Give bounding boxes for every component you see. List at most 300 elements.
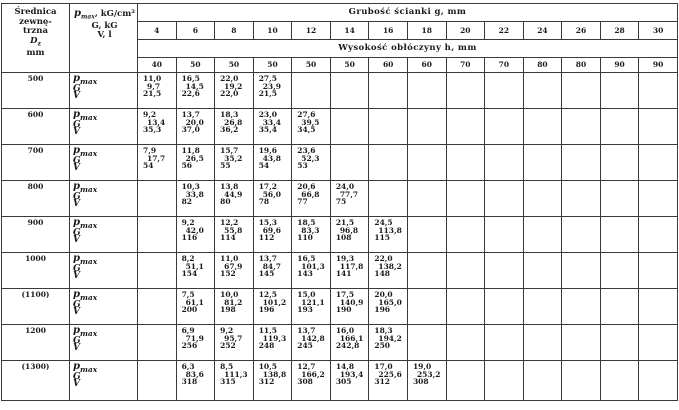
label-pmax: $p_{max}$ [73, 73, 98, 86]
volume-value: 308 [412, 377, 429, 387]
value-cell [292, 181, 331, 217]
head-height-value: 90 [639, 58, 678, 73]
volume-value: 141 [335, 269, 352, 279]
empty-cell [446, 253, 485, 289]
params-header-v: V, l [97, 29, 112, 40]
empty-cell [562, 181, 601, 217]
empty-cell [446, 181, 485, 217]
diameter-cell: 700 [2, 145, 70, 181]
pmax-value: 18,3 [374, 326, 393, 335]
weight-value: 17,7 [147, 153, 166, 163]
empty-cell [407, 325, 446, 361]
wall-thickness-value: 26 [562, 22, 601, 40]
value-cell [138, 73, 177, 109]
empty-cell [639, 253, 678, 289]
empty-cell [369, 181, 408, 217]
empty-cell [407, 253, 446, 289]
pmax-value: 22,0 [374, 254, 393, 263]
weight-value: 84,7 [262, 261, 281, 271]
label-v: V [73, 343, 80, 354]
volume-value: 312 [374, 377, 391, 387]
value-cell [215, 73, 254, 109]
pmax-value: 7,5 [181, 290, 195, 299]
empty-cell [523, 361, 562, 401]
value-cell [215, 217, 254, 253]
weight-value: 19,2 [224, 81, 243, 91]
value-cell [330, 181, 369, 217]
empty-cell [639, 73, 678, 109]
head-height-value: 70 [485, 58, 524, 73]
label-v: V [73, 199, 80, 210]
head-height-value: 50 [330, 58, 369, 73]
weight-value: 20,0 [185, 117, 204, 127]
label-g: G [73, 299, 81, 310]
empty-cell [639, 181, 678, 217]
volume-value: 252 [220, 341, 236, 351]
weight-value: 142,8 [301, 333, 325, 343]
value-cell [215, 289, 254, 325]
empty-cell [138, 361, 177, 401]
value-cell [369, 361, 408, 401]
weight-value: 138,8 [262, 369, 287, 379]
empty-cell [639, 109, 678, 145]
table-row [2, 145, 678, 181]
pmax-value: 20,6 [297, 182, 316, 191]
volume-value: 250 [374, 341, 391, 351]
volume-value: 56 [181, 161, 192, 171]
diameter-cell: 500 [2, 73, 70, 109]
volume-value: 80 [220, 197, 231, 207]
pmax-value: 15,7 [220, 146, 239, 155]
wall-thickness-value: 12 [292, 22, 331, 40]
value-cell [176, 73, 215, 109]
empty-cell [138, 217, 177, 253]
weight-value: 121,1 [301, 297, 325, 307]
value-cell [176, 181, 215, 217]
value-cell [176, 325, 215, 361]
pmax-value: 13,7 [297, 326, 316, 335]
volume-value: 318 [181, 377, 198, 387]
volume-value: 82 [181, 197, 192, 207]
value-cell [253, 181, 292, 217]
label-v: V [73, 271, 80, 282]
pmax-value: 12,5 [258, 290, 277, 299]
empty-cell [485, 361, 524, 401]
head-height-value: 40 [138, 58, 177, 73]
empty-cell [407, 289, 446, 325]
diameter-cell: 900 [2, 217, 70, 253]
value-cell [330, 217, 369, 253]
label-pmax: $p_{max}$ [73, 289, 98, 302]
volume-value: 308 [297, 377, 313, 387]
wall-thickness-value: 22 [485, 22, 524, 40]
empty-cell [292, 73, 331, 109]
value-cell [369, 325, 408, 361]
wall-thickness-value: 14 [330, 22, 369, 40]
weight-value: 166,2 [301, 369, 325, 379]
label-pmax: $p_{max}$ [73, 253, 98, 266]
pmax-value: 18,5 [297, 218, 316, 227]
weight-value: 119,3 [262, 333, 287, 343]
table-row [2, 73, 678, 109]
empty-cell [407, 217, 446, 253]
value-cell [176, 361, 215, 401]
label-pmax: $p_{max}$ [73, 361, 98, 374]
weight-value: 23,9 [262, 81, 281, 91]
pmax-value: 15,3 [258, 218, 277, 227]
volume-value: 200 [181, 305, 198, 315]
diameter-symbol: $D_z$ [30, 35, 41, 48]
empty-cell [485, 289, 524, 325]
head-height-value: 80 [562, 58, 601, 73]
volume-value: 54 [143, 161, 154, 171]
empty-cell [562, 289, 601, 325]
volume-value: 152 [220, 269, 236, 279]
weight-value: 166,1 [339, 333, 364, 343]
weight-value: 14,5 [185, 81, 204, 91]
diameter-cell: 800 [2, 181, 70, 217]
label-g: G [73, 263, 81, 274]
value-cell [330, 361, 369, 401]
empty-cell [639, 289, 678, 325]
param-labels-cell [70, 181, 138, 217]
head-height-header: Wysokość obłóczyny h, mm [138, 40, 678, 58]
value-cell [292, 361, 331, 401]
table-body [2, 73, 678, 401]
empty-cell [600, 109, 639, 145]
volume-value: 55 [220, 161, 231, 171]
value-cell [292, 253, 331, 289]
empty-cell [485, 217, 524, 253]
weight-value: 9,7 [147, 81, 161, 91]
weight-value: 140,9 [339, 297, 364, 307]
head-height-value: 70 [446, 58, 485, 73]
label-v: V [73, 91, 80, 102]
empty-cell [407, 109, 446, 145]
empty-cell [485, 73, 524, 109]
diameter-cell: 1200 [2, 325, 70, 361]
empty-cell [446, 289, 485, 325]
pmax-value: 18,3 [220, 110, 239, 119]
label-g: G [73, 83, 81, 94]
label-g: G [73, 227, 81, 238]
value-cell [330, 253, 369, 289]
pmax-value: 24,0 [335, 182, 355, 191]
volume-value: 22,0 [220, 89, 239, 99]
head-height-value: 50 [215, 58, 254, 73]
head-height-value: 50 [292, 58, 331, 73]
volume-value: 242,8 [335, 341, 360, 351]
value-cell [215, 325, 254, 361]
wall-thickness-value: 28 [600, 22, 639, 40]
weight-value: 66,8 [301, 189, 320, 199]
pmax-value: 27,5 [258, 74, 277, 83]
params-header-g: G, kG [91, 21, 118, 32]
label-g: G [73, 335, 81, 346]
empty-cell [639, 325, 678, 361]
empty-cell [639, 145, 678, 181]
wall-thickness-value: 10 [253, 22, 292, 40]
pmax-value: 27,6 [297, 110, 316, 119]
volume-value: 145 [258, 269, 275, 279]
label-v: V [73, 307, 80, 318]
diameter-cell: 600 [2, 109, 70, 145]
empty-cell [600, 289, 639, 325]
label-pmax: $p_{max}$ [73, 145, 98, 158]
diameter-header [2, 4, 70, 73]
value-cell [292, 217, 331, 253]
volume-value: 143 [297, 269, 313, 279]
value-cell [215, 253, 254, 289]
wall-thickness-value: 20 [446, 22, 485, 40]
weight-value: 193,4 [339, 369, 364, 379]
param-labels-cell [70, 361, 138, 401]
empty-cell [600, 145, 639, 181]
volume-value: 154 [181, 269, 198, 279]
empty-cell [562, 73, 601, 109]
wall-thickness-value: 6 [176, 22, 215, 40]
empty-cell [562, 361, 601, 401]
volume-value: 196 [258, 305, 275, 315]
empty-cell [369, 145, 408, 181]
weight-value: 39,5 [301, 117, 320, 127]
empty-cell [562, 253, 601, 289]
empty-cell [330, 73, 369, 109]
volume-value: 36,2 [220, 125, 239, 135]
pmax-value: 8,5 [220, 362, 234, 371]
wall-thickness-value: 24 [523, 22, 562, 40]
weight-value: 111,3 [224, 369, 248, 379]
table-row [2, 217, 678, 253]
wall-thickness-value: 30 [639, 22, 678, 40]
empty-cell [446, 109, 485, 145]
empty-cell [446, 145, 485, 181]
value-cell [292, 109, 331, 145]
volume-value: 21,5 [258, 89, 277, 99]
weight-value: 51,1 [185, 261, 204, 271]
empty-cell [369, 109, 408, 145]
empty-cell [330, 109, 369, 145]
label-pmax: $p_{max}$ [73, 181, 98, 194]
weight-value: 55,8 [224, 225, 243, 235]
value-cell [176, 145, 215, 181]
weight-value: 101,2 [262, 297, 287, 307]
wall-thickness-value: 8 [215, 22, 254, 40]
value-cell [138, 109, 177, 145]
value-cell [215, 109, 254, 145]
wall-thickness-value: 4 [138, 22, 177, 40]
volume-value: 256 [181, 341, 198, 351]
pmax-value: 16,5 [297, 254, 316, 263]
weight-value: 113,8 [378, 225, 402, 235]
weight-value: 69,6 [262, 225, 281, 235]
table-row [2, 181, 678, 217]
pmax-value: 11,0 [220, 254, 239, 263]
value-cell [253, 325, 292, 361]
volume-value: 148 [374, 269, 391, 279]
empty-cell [600, 325, 639, 361]
value-cell [292, 325, 331, 361]
value-cell [330, 325, 369, 361]
param-labels-cell [70, 145, 138, 181]
volume-value: 312 [258, 377, 275, 387]
pmax-value: 16,0 [335, 326, 355, 335]
volume-value: 315 [220, 377, 236, 387]
params-header [70, 4, 138, 73]
table-row [2, 361, 678, 401]
empty-cell [407, 145, 446, 181]
value-cell [176, 109, 215, 145]
volume-value: 110 [297, 233, 313, 243]
empty-cell [138, 325, 177, 361]
diameter-header-line: trzna [23, 26, 48, 36]
volume-value: 114 [220, 233, 236, 243]
empty-cell [446, 325, 485, 361]
weight-value: 43,8 [262, 153, 281, 163]
label-pmax: $p_{max}$ [73, 325, 98, 338]
value-cell [215, 145, 254, 181]
value-cell [176, 289, 215, 325]
empty-cell [446, 217, 485, 253]
pmax-value: 19,0 [412, 362, 432, 371]
table-row [2, 289, 678, 325]
label-g: G [73, 191, 81, 202]
empty-cell [600, 73, 639, 109]
empty-cell [562, 145, 601, 181]
head-height-value: 50 [253, 58, 292, 73]
header-row-wall [2, 4, 678, 22]
pmax-value: 12,2 [220, 218, 239, 227]
pmax-value: 11,8 [181, 146, 200, 155]
volume-value: 77 [297, 197, 308, 207]
pmax-value: 13,8 [220, 182, 239, 191]
diameter-cell: 1000 [2, 253, 70, 289]
pmax-value: 12,7 [297, 362, 316, 371]
pmax-value: 17,2 [258, 182, 277, 191]
empty-cell [138, 253, 177, 289]
weight-value: 101,3 [301, 261, 325, 271]
value-cell [253, 289, 292, 325]
params-header-p: $p_{max}$, kG/cm² [74, 8, 135, 21]
pmax-value: 11,0 [143, 74, 162, 83]
pmax-value: 17,5 [335, 290, 355, 299]
weight-value: 225,6 [378, 369, 402, 379]
value-cell [215, 181, 254, 217]
label-v: V [73, 235, 80, 246]
label-v: V [73, 163, 80, 174]
pmax-value: 19,6 [258, 146, 277, 155]
value-cell [369, 217, 408, 253]
empty-cell [600, 217, 639, 253]
volume-value: 116 [181, 233, 198, 243]
value-cell [253, 109, 292, 145]
pmax-value: 7,9 [143, 146, 157, 155]
table-row [2, 109, 678, 145]
weight-value: 44,9 [224, 189, 243, 199]
pmax-value: 9,2 [143, 110, 157, 119]
param-labels-cell [70, 109, 138, 145]
weight-value: 83,6 [185, 369, 204, 379]
empty-cell [523, 253, 562, 289]
weight-value: 117,8 [339, 261, 364, 271]
empty-cell [600, 361, 639, 401]
pmax-value: 9,2 [220, 326, 234, 335]
volume-value: 248 [258, 341, 275, 351]
volume-value: 37,0 [181, 125, 200, 135]
empty-cell [523, 217, 562, 253]
label-pmax: $p_{max}$ [73, 217, 98, 230]
value-cell [407, 361, 446, 401]
diameter-header-line: zewnę- [19, 16, 52, 27]
head-height-value: 60 [407, 58, 446, 73]
weight-value: 71,9 [185, 333, 204, 343]
value-cell [176, 253, 215, 289]
value-cell [253, 73, 292, 109]
head-height-value: 60 [369, 58, 408, 73]
pmax-value: 17,0 [374, 362, 393, 371]
diameter-header-line: mm [26, 47, 45, 58]
volume-value: 53 [297, 161, 308, 171]
weight-value: 96,8 [339, 225, 359, 235]
param-labels-cell [70, 253, 138, 289]
empty-cell [523, 109, 562, 145]
weight-value: 56,0 [262, 189, 281, 199]
weight-value: 33,4 [262, 117, 281, 127]
weight-value: 33,8 [185, 189, 204, 199]
pmax-value: 6,3 [181, 362, 195, 371]
weight-value: 52,3 [301, 153, 320, 163]
wall-thickness-value: 16 [369, 22, 408, 40]
pmax-value: 6,9 [181, 326, 195, 335]
volume-value: 305 [335, 377, 352, 387]
value-cell [253, 253, 292, 289]
pmax-value: 9,2 [181, 218, 195, 227]
weight-value: 194,2 [378, 333, 402, 343]
volume-value: 108 [335, 233, 352, 243]
pmax-value: 13,7 [258, 254, 277, 263]
weight-value: 253,2 [416, 369, 441, 379]
pmax-value: 10,3 [181, 182, 200, 191]
volume-value: 35,4 [258, 125, 277, 135]
empty-cell [446, 361, 485, 401]
empty-cell [562, 109, 601, 145]
param-labels-cell [70, 217, 138, 253]
pmax-value: 19,3 [335, 254, 355, 263]
pmax-value: 10,0 [220, 290, 239, 299]
volume-value: 190 [335, 305, 352, 315]
wall-thickness-value: 18 [407, 22, 446, 40]
label-pmax: $p_{max}$ [73, 109, 98, 122]
pmax-value: 22,0 [220, 74, 239, 83]
value-cell [176, 217, 215, 253]
empty-cell [138, 289, 177, 325]
empty-cell [407, 73, 446, 109]
table-row [2, 325, 678, 361]
value-cell [369, 253, 408, 289]
value-cell [369, 289, 408, 325]
empty-cell [485, 325, 524, 361]
empty-cell [600, 253, 639, 289]
value-cell [253, 217, 292, 253]
value-cell [215, 361, 254, 401]
label-v: V [73, 127, 80, 138]
weight-value: 95,7 [224, 333, 243, 343]
volume-value: 35,3 [143, 125, 162, 135]
diameter-cell: (1100) [2, 289, 70, 325]
volume-value: 196 [374, 305, 391, 315]
value-cell [253, 361, 292, 401]
pmax-value: 15,0 [297, 290, 316, 299]
